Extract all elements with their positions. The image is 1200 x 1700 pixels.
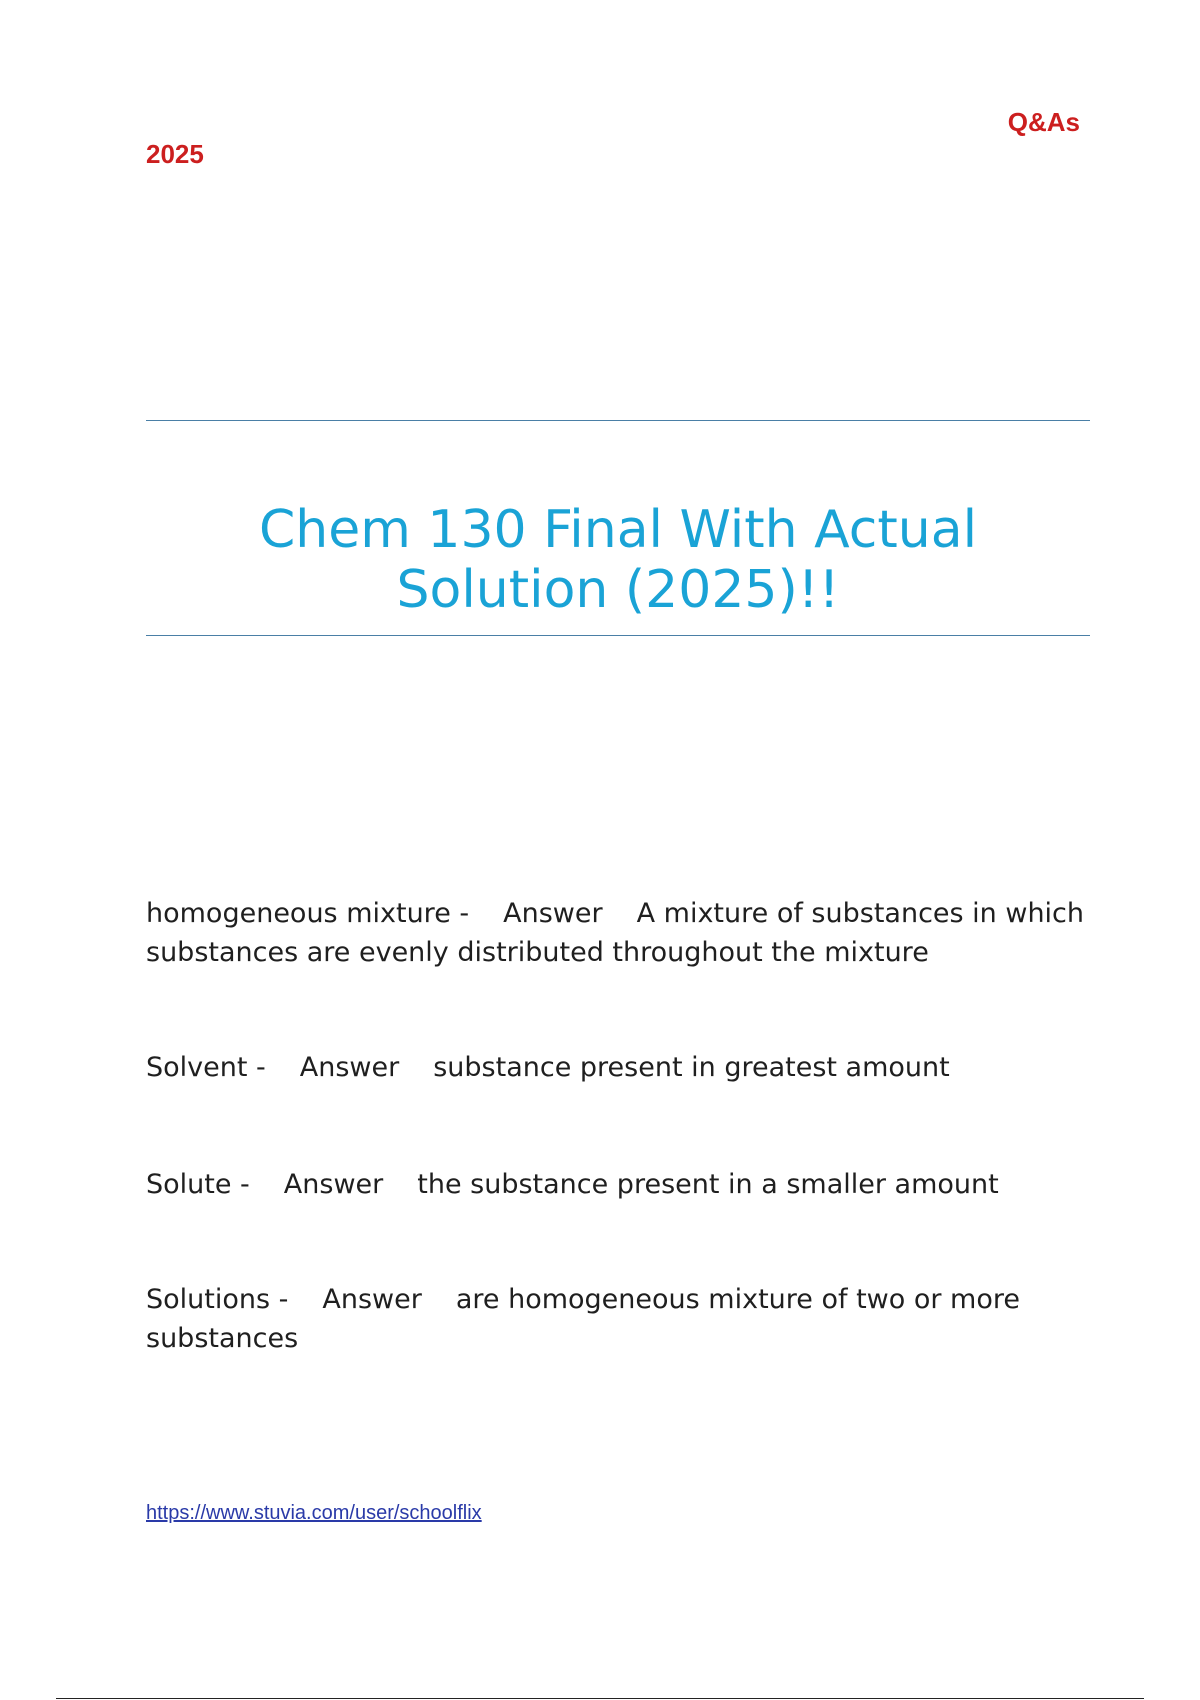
qa-answer-label: Answer	[322, 1284, 422, 1315]
title-rule-bottom	[146, 635, 1090, 636]
qa-term: Solute -	[146, 1169, 250, 1200]
qa-answer-label: Answer	[299, 1052, 400, 1083]
qa-answer-label: Answer	[503, 898, 603, 929]
page-bottom-rule	[56, 1698, 1144, 1699]
qa-item-solute	[146, 1165, 1090, 1204]
source-link[interactable]: https://www.stuvia.com/user/schoolflix	[146, 1502, 482, 1524]
qa-answer-label: Answer	[283, 1169, 384, 1200]
title-line-1: Chem 130 Final With Actual	[258, 500, 978, 560]
title-rule-top	[146, 420, 1090, 421]
qa-answer: substance present in greatest amount	[433, 1052, 950, 1083]
qa-term: homogeneous mixture -	[146, 898, 470, 929]
qa-term: Solvent -	[146, 1052, 266, 1083]
qa-item-solutions	[146, 1280, 1090, 1358]
year-label: 2025	[146, 139, 204, 169]
document-title	[146, 500, 1090, 620]
qas-label: Q&As	[1007, 107, 1080, 137]
qa-item-solvent	[146, 1048, 1090, 1087]
qa-term: Solutions -	[146, 1284, 289, 1315]
qa-answer: A mixture of substances in which substances are evenly distributed throughout the mixture	[146, 898, 1085, 968]
qa-item-homogeneous-mixture	[146, 894, 1090, 972]
qa-answer: the substance present in a smaller amount	[417, 1169, 999, 1200]
title-line-2: Solution (2025)!!	[396, 560, 840, 620]
qa-answer: are homogeneous mixture of two or more substances	[146, 1284, 1020, 1354]
